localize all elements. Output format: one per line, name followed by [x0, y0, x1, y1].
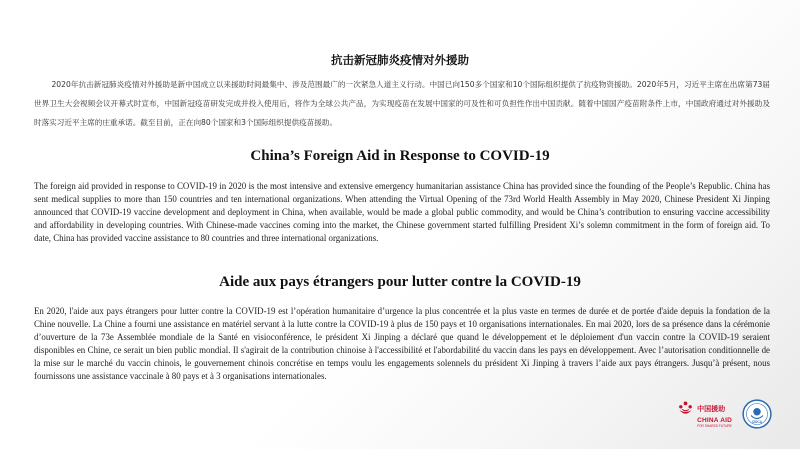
cidca-seal-icon — [742, 399, 772, 429]
title-chinese: 抗击新冠肺炎疫情对外援助 — [331, 53, 469, 67]
china-aid-chinese-label: 中国援助 — [697, 404, 726, 413]
logo-group — [677, 399, 772, 429]
china-aid-logo — [677, 400, 732, 428]
paragraph-chinese: 2020年抗击新冠肺炎疫情对外援助是新中国成立以来援助时间最集中、涉及范围最广的一次紧急人道主义行动。中国已向150多个国家和10个国际组织提供了抗疫物资援助。2020年5月，习近平主席在出席第73届世界卫生大会视频会议开幕式时宣布，中国新冠疫苗研发完成并投入使用后，将作为全球公共产品，为实现疫苗在发展中国家的可及性和可负担性作出中国贡献。随着中国国产疫苗附条件上市，中国政府通过对外援助及时落实习近平主席的庄重承诺。截至目前，正在向80个国家和3个国际组织提供疫苗援助。 — [34, 80, 770, 127]
title-english: China’s Foreign Aid in Response to COVID-19 — [250, 148, 550, 164]
china-aid-tagline: FOR SHARED FUTURE — [697, 424, 732, 428]
china-aid-emblem-icon — [677, 400, 694, 417]
paragraph-english: The foreign aid provided in response to COVID-19 in 2020 is the most intensive and extensive emergency humanitarian assistance China has provided since the founding of the People’s Republic. China has sent medical supplies to more than 150 countries and ten international organizations. When attending the Virtual Opening of the 73rd World Health Assembly in May 2020, Chinese President Xi Jinping announced that COVID-19 vaccine development and deployment in China, when available, would be made a global public commodity, and would be China’s contribution to ensuring vaccine accessibility and affordability in developing countries. With Chinese-made vaccines coming into the market, the Chinese government started fulfilling President Xi’s solemn commitment in the form of foreign aid. To date, China has provided vaccine assistance to 80 countries and three international organizations. — [34, 181, 770, 244]
title-french: Aide aux pays étrangers pour lutter contre la COVID-19 — [219, 274, 581, 290]
paragraph-french: En 2020, l'aide aux pays étrangers pour lutter contre la COVID-19 est l’opération humanitaire d’urgence la plus concentrée et la plus vaste en termes de durée et de portée d'aide depuis la fondation de la Chine nouvelle. La Chine a fourni une assistance en matériel servant à la lutte contre la COVID-19 à plus de 150 pays et 10 organisations internationales. En mai 2020, lors de sa présence dans la cérémonie d’ouverture de la 73e Assemblée mondiale de la Santé en visioconférence, le président Xi Jinping a déclaré que quand le développement et le déploiement d'un vaccin contre la COVID-19 seraient disponibles en Chine, ce serait un bien public mondial. Il s'agirait de la contribution chinoise à l'accessibilité et l'abordabilité du vaccin dans les pays en développement. Avec l’autorisation conditionnelle de la mise sur le marché du vaccin chinois, le gouvernement chinois concrétise en temps voulu les engagements solennels du président Xi Jinping à travers l’aide aux pays étrangers. Jusqu’à présent, nous fournissons une assistance vaccinale à 80 pays et à 3 organisations internationales. — [34, 306, 770, 382]
cidca-label: CIDCA — [752, 420, 762, 424]
china-aid-english-label: CHINA AID — [697, 417, 732, 424]
